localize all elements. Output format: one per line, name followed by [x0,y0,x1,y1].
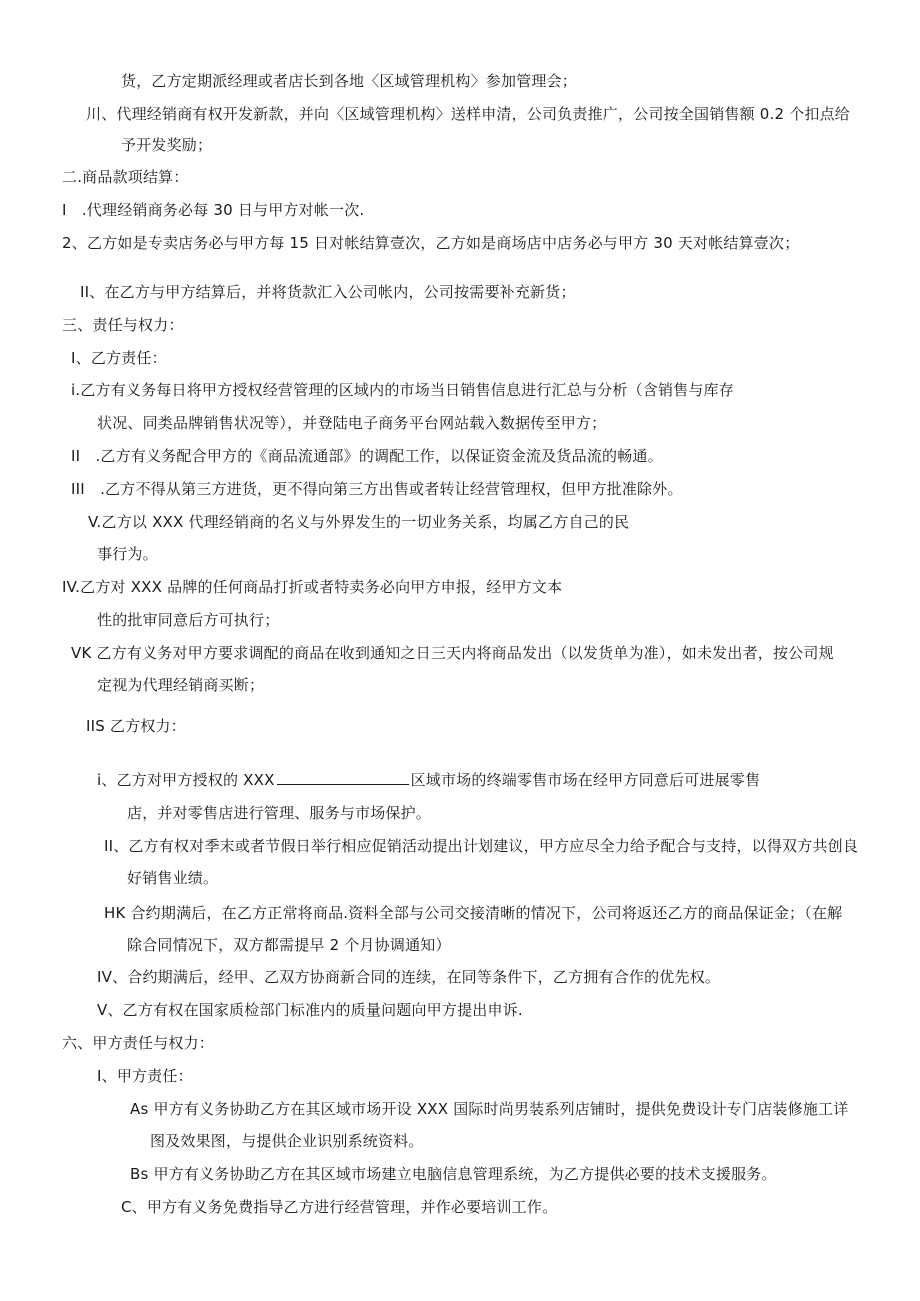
text-line: VK 乙方有义务对甲方要求调配的商品在收到通知之日三天内将商品发出（以发货单为准），如未发出者，按公司规 [71,644,834,662]
text-line [97,770,760,790]
section-heading: 六、甲方责任与权力： [62,1034,215,1052]
section-heading: 三、责任与权力： [62,316,184,334]
subsection-heading: IIS 乙方权力： [86,717,186,735]
text-line: 好销售业绩。 [127,869,219,887]
text-line: 事行为。 [97,545,158,563]
text-line: As 甲方有义务协助乙方在其区域市场开设 XXX 国际时尚男装系列店铺时，提供免费设计专门店装修施工详 [130,1100,849,1118]
text-line: V.乙方以 XXX 代理经销商的名义与外界发生的一切业务关系，均属乙方自己的民 [88,513,630,531]
text-line: IV.乙方对 XXX 品牌的任何商品打折或者特卖务必向甲方申报，经甲方文本 [62,578,563,596]
text-line: HK 合约期满后，在乙方正常将商品.资料全部与公司交接清晰的情况下，公司将返还乙方的商品保证金；（在解 [104,904,843,922]
text-line: IV、合约期满后，经甲、乙双方协商新合同的连续，在同等条件下，乙方拥有合作的优先权。 [97,968,721,986]
text-line: 店，并对零售店进行管理、服务与市场保护。 [127,804,432,822]
text-line: II .乙方有义务配合甲方的《商品流通部》的调配工作，以保证资金流及货品流的畅通。 [71,447,663,465]
section-heading: 二.商品款项结算： [62,168,189,186]
text-line: 予开发奖励； [121,136,213,154]
text-line: III .乙方不得从第三方进货，更不得向第三方出售或者转让经营管理权，但甲方批准除外。 [71,480,683,498]
text-segment: i、乙方对甲方授权的 XXX [97,771,275,789]
text-line: II、乙方有权对季末或者节假日举行相应促销活动提出计划建议，甲方应尽全力给予配合与支持，以得双方共创良 [104,837,859,855]
text-line: Bs 甲方有义务协助乙方在其区域市场建立电脑信息管理系统，为乙方提供必要的技术支援服务。 [130,1165,777,1183]
text-segment: 区域市场的终端零售市场在经甲方同意后可进展零售 [410,771,761,789]
text-line: 除合同情况下，双方都需提早 2 个月协调通知） [127,936,451,954]
text-line: V、乙方有权在国家质检部门标准内的质量问题向甲方提出申诉. [97,1001,523,1019]
subsection-heading: I、甲方责任： [97,1067,193,1085]
subsection-heading: I、乙方责任： [71,349,167,367]
text-line: 货，乙方定期派经理或者店长到各地〈区域管理机构〉参加管理会； [121,72,578,90]
text-line: 2、乙方如是专卖店务必与甲方每 15 日对帐结算壹次，乙方如是商场店中店务必与甲方 30 天对帐结算壹次； [62,234,800,252]
text-line: II、在乙方与甲方结算后，并将货款汇入公司帐内，公司按需要补充新货； [80,283,576,301]
text-line: C、甲方有义务免费指导乙方进行经营管理，并作必要培训工作。 [121,1198,558,1216]
text-line: 性的批审同意后方可执行； [97,611,280,629]
fill-in-blank [277,770,409,785]
text-line: I .代理经销商务必每 30 日与甲方对帐一次. [62,201,365,219]
text-line: 图及效果图，与提供企业识别系统资料。 [150,1132,424,1150]
text-line: 状况、同类品牌销售状况等），并登陆电子商务平台网站载入数据传至甲方； [97,414,607,432]
text-line: i.乙方有义务每日将甲方授权经营管理的区域内的市场当日销售信息进行汇总与分析（含销售与库存 [71,381,734,399]
text-line: 定视为代理经销商买断； [97,676,265,694]
text-line: 川、代理经销商有权开发新款，并向〈区域管理机构〉送样申清，公司负责推广，公司按全国销售额 0.2 个扣点给 [86,105,850,123]
